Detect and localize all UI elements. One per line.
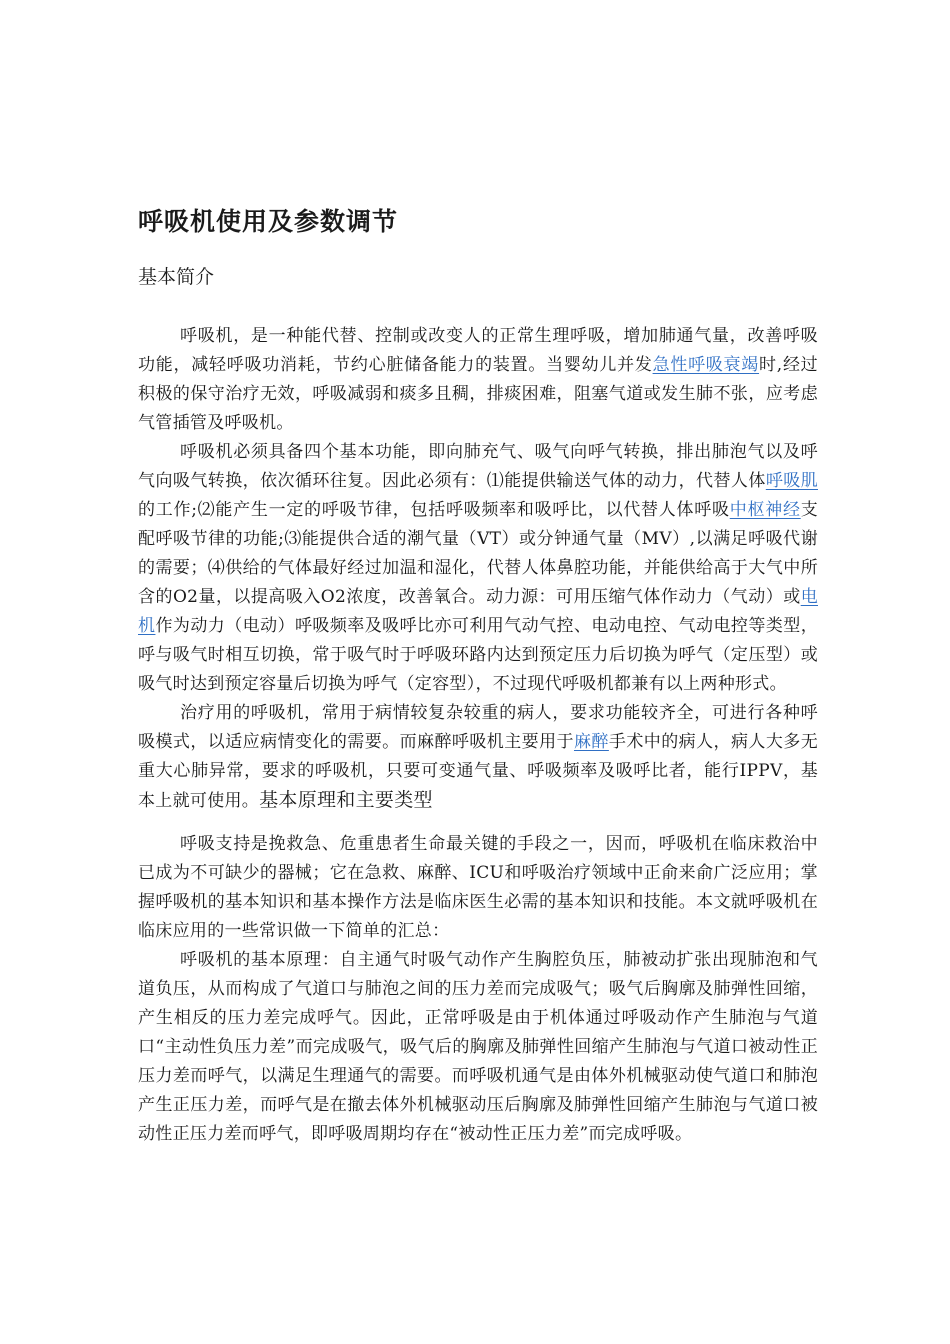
link-motor[interactable]: 电机: [138, 587, 818, 636]
section-heading-principles: 基本原理和主要类型: [259, 789, 433, 811]
document-page: [138, 200, 818, 1149]
link-respiratory-muscle[interactable]: 呼吸肌: [765, 471, 818, 491]
text-run: 支配呼吸节律的功能;⑶能提供合适的潮气量（VT）或分钟通气量（MV）,以满足呼吸代谢的需要；⑷供给的气体最好经过加温和湿化，代替人体鼻腔功能，并能供给高于大气中所含的O2量，以提高吸入O2浓度，改善氧合。动力源：可用压缩气体作动力（气动）或: [138, 500, 818, 607]
intro-paragraph-2: [138, 438, 818, 699]
principles-paragraph-1: 呼吸支持是挽救急、危重患者生命最关键的手段之一，因而，呼吸机在临床救治中已成为不可缺少的器械；它在急救、麻醉、ICU和呼吸治疗领域中正俞来俞广泛应用；掌握呼吸机的基本知识和基本操作方法是临床医生必需的基本知识和技能。本文就呼吸机在临床应用的一些常识做一下简单的汇总：: [138, 834, 818, 941]
text-run: 作为动力（电动）呼吸频率及吸呼比亦可利用气动气控、电动电控、气动电控等类型，呼与吸气时相互切换，常于吸气时于呼吸环路内达到预定压力后切换为呼气（定压型）或吸气时达到预定容量后切换为呼气（定容型），不过现代呼吸机都兼有以上两种形式。: [138, 616, 818, 694]
link-central-nervous[interactable]: 中枢神经: [729, 500, 801, 520]
text-run: 的工作;⑵能产生一定的呼吸节律，包括呼吸频率和吸呼比，以代替人体呼吸: [138, 500, 730, 520]
link-acute-respiratory-failure[interactable]: 急性呼吸衰竭: [652, 355, 760, 375]
principles-paragraph-2: 呼吸机的基本原理：自主通气时吸气动作产生胸腔负压，肺被动扩张出现肺泡和气道负压，从而构成了气道口与肺泡之间的压力差而完成吸气；吸气后胸廓及肺弹性回缩，产生相反的压力差完成呼气。因此，正常呼吸是由于机体通过呼吸动作产生肺泡与气道口“主动性负压力差”而完成吸气，吸气后的胸廓及肺弹性回缩产生肺泡与气道口被动性正压力差而呼气，以满足生理通气的需要。而呼吸机通气是由体外机械驱动使气道口和肺泡产生正压力差，而呼气是在撤去体外机械驱动压后胸廓及肺弹性回缩产生肺泡与气道口被动性正压力差而呼气，即呼吸周期均存在“被动性正压力差”而完成呼吸。: [138, 950, 818, 1144]
text-run: 治疗用的呼吸机，常用于病情较复杂较重的病人，要求功能较齐全，可进行各种呼吸模式，以适应病情变化的需要。而麻醉呼吸机主要用于: [138, 703, 818, 752]
section-heading-intro: 基本简介: [138, 266, 215, 288]
text-run: 手术中的病人，病人大多无重大心肺异常，要求的呼吸机，只要可变通气量、呼吸频率及吸呼比者，能行IPPV，基本上就可使用。: [138, 732, 819, 811]
text-run: 呼吸机必须具备四个基本功能，即向肺充气、吸气向呼气转换，排出肺泡气以及呼气向吸气转换，依次循环往复。因此必须有：⑴能提供输送气体的动力，代替人体: [138, 442, 818, 491]
intro-paragraph-1: [138, 322, 818, 438]
intro-paragraph-3: [138, 699, 818, 816]
document-title: 呼吸机使用及参数调节: [138, 207, 399, 236]
text-run: 时,经过积极的保守治疗无效，呼吸减弱和痰多且稠，排痰困难，阻塞气道或发生肺不张，应考虑气管插管及呼吸机。: [138, 355, 818, 433]
link-anesthesia[interactable]: 麻醉: [573, 732, 609, 752]
text-run: 呼吸机，是一种能代替、控制或改变人的正常生理呼吸，增加肺通气量，改善呼吸功能，减轻呼吸功消耗，节约心脏储备能力的装置。当婴幼儿并发: [138, 326, 818, 375]
